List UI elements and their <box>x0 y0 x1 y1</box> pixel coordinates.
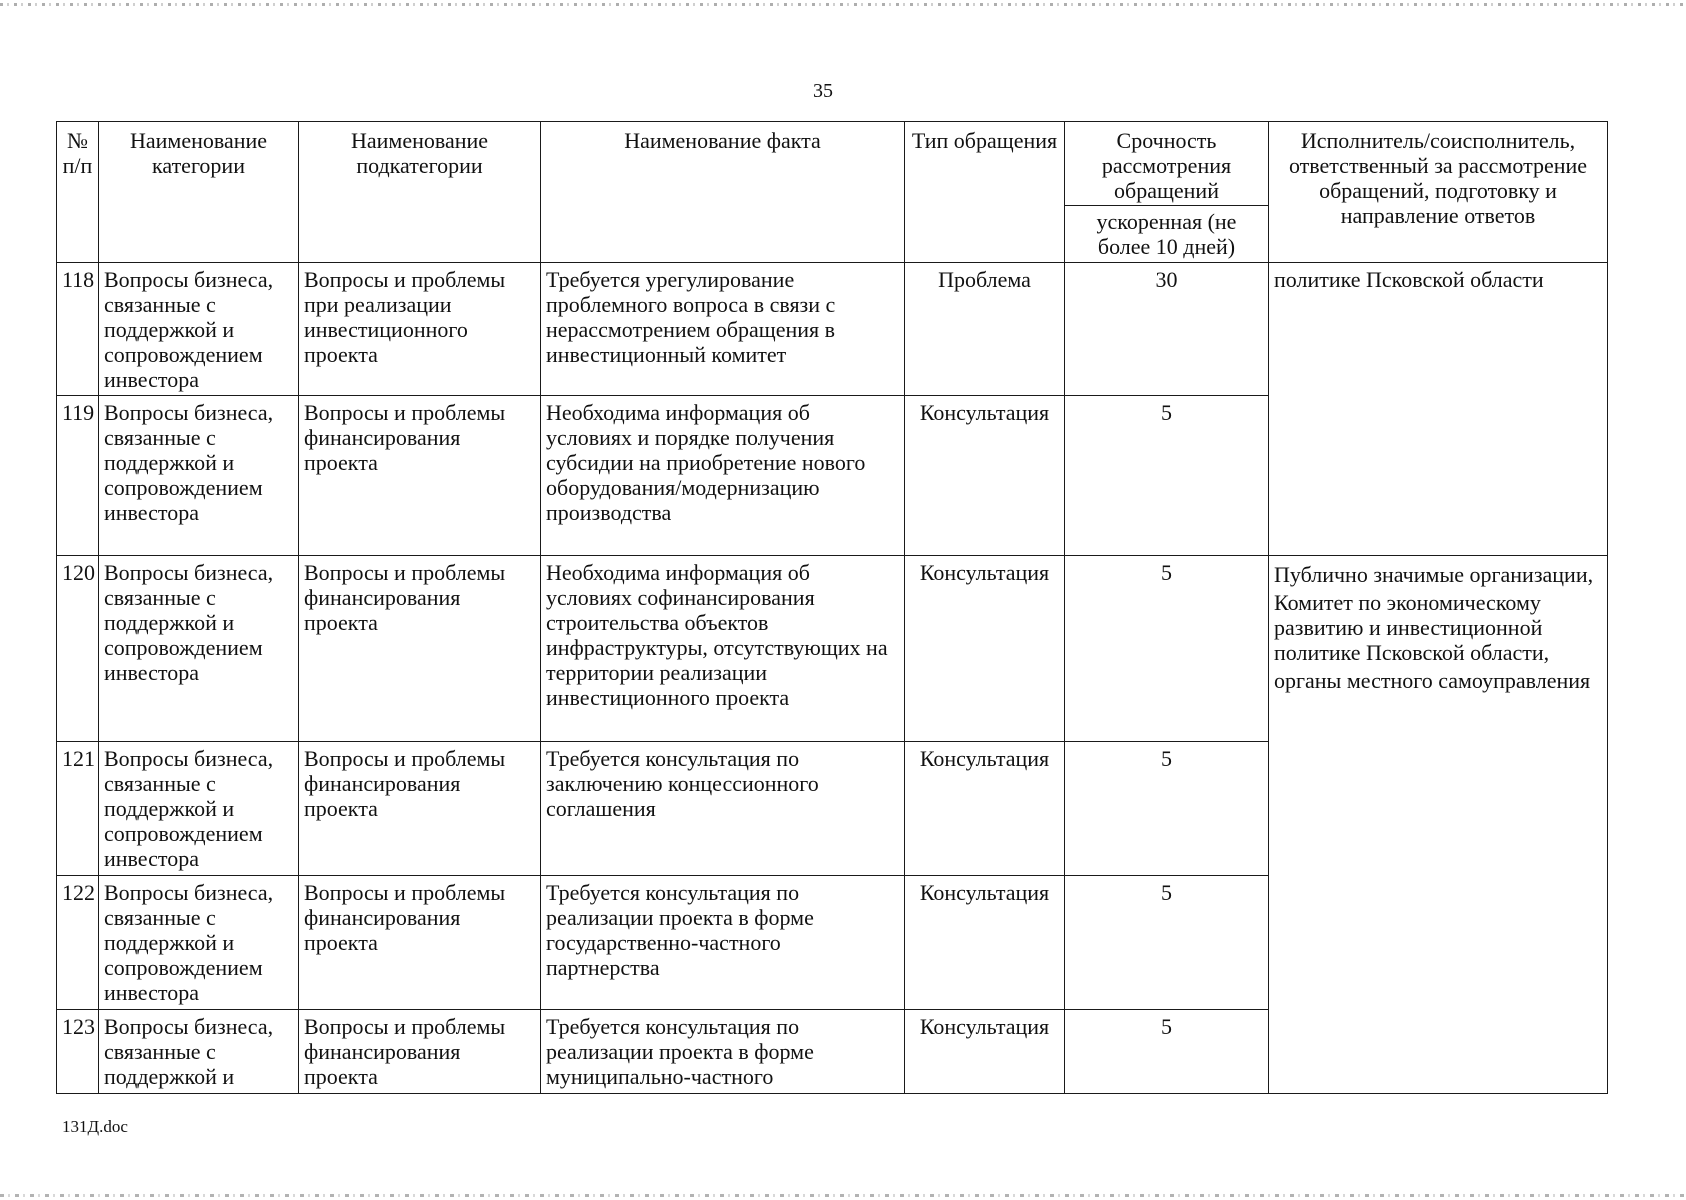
row-number: 122 <box>57 876 99 1010</box>
row-type: Консультация <box>905 742 1065 876</box>
row-number: 123 <box>57 1010 99 1094</box>
row-number: 121 <box>57 742 99 876</box>
row-subcategory: Вопросы и проблемы финансирования проекта <box>299 396 541 556</box>
row-fact: Требуется консультация по заключению концессионного соглашения <box>541 742 905 876</box>
executor-line: политике Псковской области <box>1274 267 1544 292</box>
row-days: 5 <box>1065 742 1269 876</box>
executor-line: Комитет по экономическому развитию и инвестиционной политике Псковской области, <box>1274 590 1550 665</box>
executor-cell-1 <box>1269 263 1608 556</box>
page-number: 35 <box>813 80 833 102</box>
row-category: Вопросы бизнеса, связанные с поддержкой и сопровождением инвестора <box>99 263 299 396</box>
header-fact: Наименование факта <box>541 122 905 263</box>
row-type: Консультация <box>905 1010 1065 1094</box>
row-fact: Необходима информация об условиях софинансирования строительства объектов инфраструктуры, отсутствующих на территории реализации инвестиционного проекта <box>541 556 905 742</box>
row-subcategory: Вопросы и проблемы финансирования проекта <box>299 1010 541 1094</box>
row-fact: Требуется консультация по реализации проекта в форме муниципально-частного <box>541 1010 905 1094</box>
row-days: 5 <box>1065 876 1269 1010</box>
footer-filename: 131Д.doc <box>62 1117 128 1136</box>
row-type: Консультация <box>905 556 1065 742</box>
executor-line: Публично значимые организации, <box>1274 562 1594 587</box>
row-days: 5 <box>1065 396 1269 556</box>
row-category: Вопросы бизнеса, связанные с поддержкой и сопровождением инвестора <box>99 876 299 1010</box>
header-num: № п/п <box>57 122 99 263</box>
header-subcategory: Наименование подкатегории <box>299 122 541 263</box>
row-type: Проблема <box>905 263 1065 396</box>
header-type: Тип обращения <box>905 122 1065 263</box>
row-subcategory: Вопросы и проблемы финансирования проекта <box>299 742 541 876</box>
row-days: 5 <box>1065 556 1269 742</box>
row-category: Вопросы бизнеса, связанные с поддержкой и <box>99 1010 299 1094</box>
header-urgency-accelerated: ускоренная (не более 10 дней) <box>1065 206 1269 263</box>
row-fact: Требуется урегулирование проблемного вопроса в связи с нерассмотрением обращения в инвестиционный комитет <box>541 263 905 396</box>
row-subcategory: Вопросы и проблемы финансирования проекта <box>299 556 541 742</box>
table-row <box>57 263 1608 396</box>
table-row <box>57 556 1608 742</box>
row-number: 120 <box>57 556 99 742</box>
row-fact: Необходима информация об условиях и порядке получения субсидии на приобретение нового оборудования/модернизацию производства <box>541 396 905 556</box>
scan-edge-top <box>0 3 1686 6</box>
executor-line: органы местного самоуправления <box>1274 668 1591 693</box>
row-days: 5 <box>1065 1010 1269 1094</box>
row-fact: Требуется консультация по реализации проекта в форме государственно-частного партнерства <box>541 876 905 1010</box>
row-type: Консультация <box>905 396 1065 556</box>
appeals-table <box>56 121 1608 1094</box>
row-number: 118 <box>57 263 99 396</box>
row-category: Вопросы бизнеса, связанные с поддержкой и сопровождением инвестора <box>99 396 299 556</box>
header-urgency: Срочность рассмотрения обращений <box>1065 122 1269 206</box>
row-number: 119 <box>57 396 99 556</box>
row-subcategory: Вопросы и проблемы при реализации инвестиционного проекта <box>299 263 541 396</box>
scan-edge-bottom <box>0 1194 1686 1197</box>
row-days: 30 <box>1065 263 1269 396</box>
header-executor: Исполнитель/соисполнитель, ответственный за рассмотрение обращений, подготовку и направление ответов <box>1269 122 1608 263</box>
row-category: Вопросы бизнеса, связанные с поддержкой и сопровождением инвестора <box>99 556 299 742</box>
row-subcategory: Вопросы и проблемы финансирования проекта <box>299 876 541 1010</box>
header-category: Наименование категории <box>99 122 299 263</box>
executor-cell-2 <box>1269 556 1608 1094</box>
row-category: Вопросы бизнеса, связанные с поддержкой и сопровождением инвестора <box>99 742 299 876</box>
row-type: Консультация <box>905 876 1065 1010</box>
